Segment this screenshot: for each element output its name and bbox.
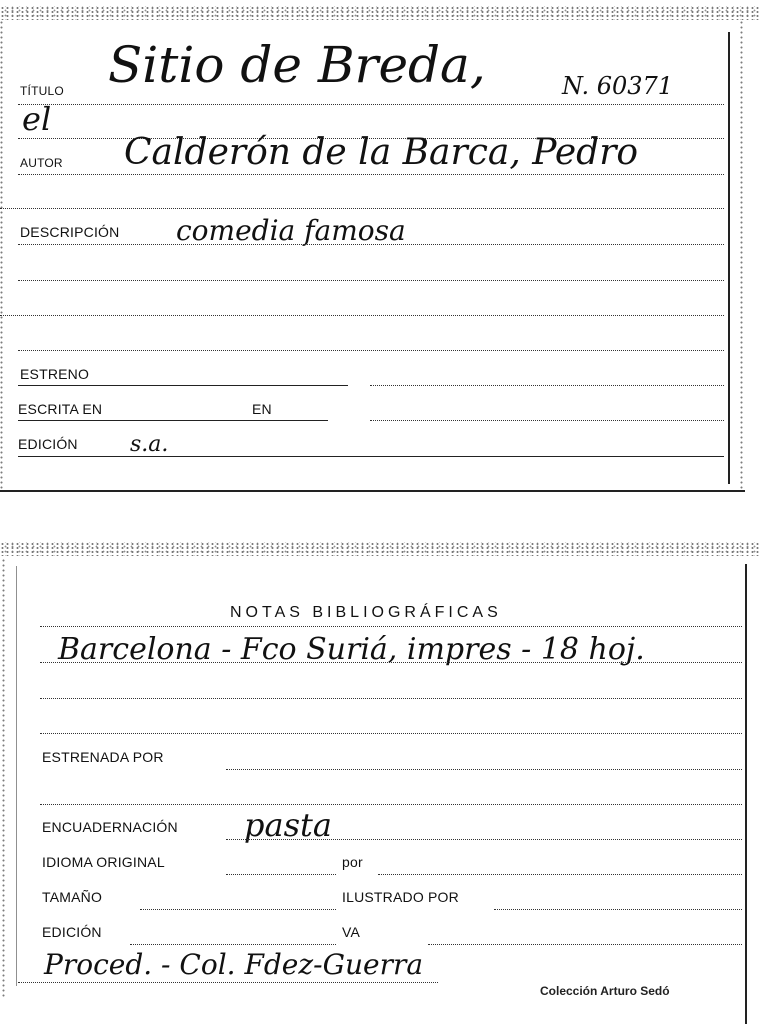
descripcion-label: DESCRIPCIÓN: [20, 224, 120, 240]
va-line: [428, 944, 742, 945]
tamano-line: [140, 909, 336, 910]
card-left-edge: [0, 20, 3, 490]
escrita-en-line-dots: [370, 420, 724, 421]
descripcion-line-2: [18, 280, 724, 281]
notas-line-1: [40, 662, 742, 663]
estreno-line: [18, 385, 348, 386]
card-right-border: [728, 32, 730, 484]
ilustrado-line: [494, 909, 742, 910]
descripcion-line-3: [0, 315, 724, 316]
procedencia-value: Proced. - Col. Fdez-Guerra: [44, 948, 424, 981]
edicion-back-label: EDICIÓN: [42, 924, 102, 940]
autor-label: AUTOR: [20, 156, 63, 170]
titulo-line: [18, 104, 724, 105]
card-top-edge: [0, 6, 759, 20]
titulo-label: TÍTULO: [20, 84, 64, 98]
catalog-card-front: [0, 0, 759, 496]
escrita-en-line: [18, 420, 328, 421]
encuadernacion-label: ENCUADERNACIÓN: [42, 819, 178, 835]
collection-footer: Colección Arturo Sedó: [540, 984, 670, 998]
por-label: por: [342, 854, 363, 870]
descripcion-line: [18, 244, 724, 245]
descripcion-line-4: [18, 350, 724, 351]
titulo-article-value: el: [22, 100, 52, 138]
notas-heading: NOTAS BIBLIOGRÁFICAS: [230, 604, 502, 621]
catalog-card-back: [0, 538, 759, 1028]
autor-line: [18, 174, 724, 175]
card-back-right-border: [745, 564, 747, 1024]
edicion-back-line: [130, 944, 336, 945]
edicion-value: s.a.: [130, 432, 169, 457]
estreno-label: ESTRENO: [20, 366, 90, 382]
tamano-label: TAMAÑO: [42, 889, 103, 905]
va-label: VA: [342, 924, 361, 940]
escrita-en-label: ESCRITA EN: [18, 401, 103, 417]
encuadernacion-value: pasta: [244, 806, 332, 844]
estrenada-por-line-2: [40, 804, 742, 805]
notas-line-3: [40, 733, 742, 734]
estrenada-por-label: ESTRENADA POR: [42, 749, 164, 765]
numero-value: N. 60371: [562, 72, 674, 100]
edicion-label: EDICIÓN: [18, 436, 78, 452]
ilustrado-por-label: ILUSTRADO POR: [342, 889, 459, 905]
por-line: [378, 874, 742, 875]
notas-line-2: [40, 698, 742, 699]
en-label: EN: [252, 401, 272, 417]
card-back-left-border: [16, 566, 17, 986]
edicion-line: [18, 456, 724, 457]
estrenada-por-line: [226, 769, 742, 770]
idioma-original-label: IDIOMA ORIGINAL: [42, 854, 165, 870]
card-bottom-border: [0, 490, 745, 492]
encuadernacion-line: [226, 839, 742, 840]
card-back-top-edge: [0, 542, 759, 556]
card-back-left-edge: [2, 558, 5, 998]
autor-value: Calderón de la Barca, Pedro: [124, 132, 639, 173]
notas-value: Barcelona - Fco Suriá, impres - 18 hoj.: [58, 632, 645, 667]
titulo-value: Sitio de Breda,: [108, 36, 486, 94]
descripcion-value: comedia famosa: [176, 214, 406, 247]
card-right-edge: [740, 20, 743, 490]
estreno-line-dots: [370, 385, 724, 386]
idioma-line: [226, 874, 336, 875]
notas-line-0: [40, 626, 742, 627]
procedencia-line: [18, 982, 438, 983]
autor-line-2: [0, 208, 724, 209]
